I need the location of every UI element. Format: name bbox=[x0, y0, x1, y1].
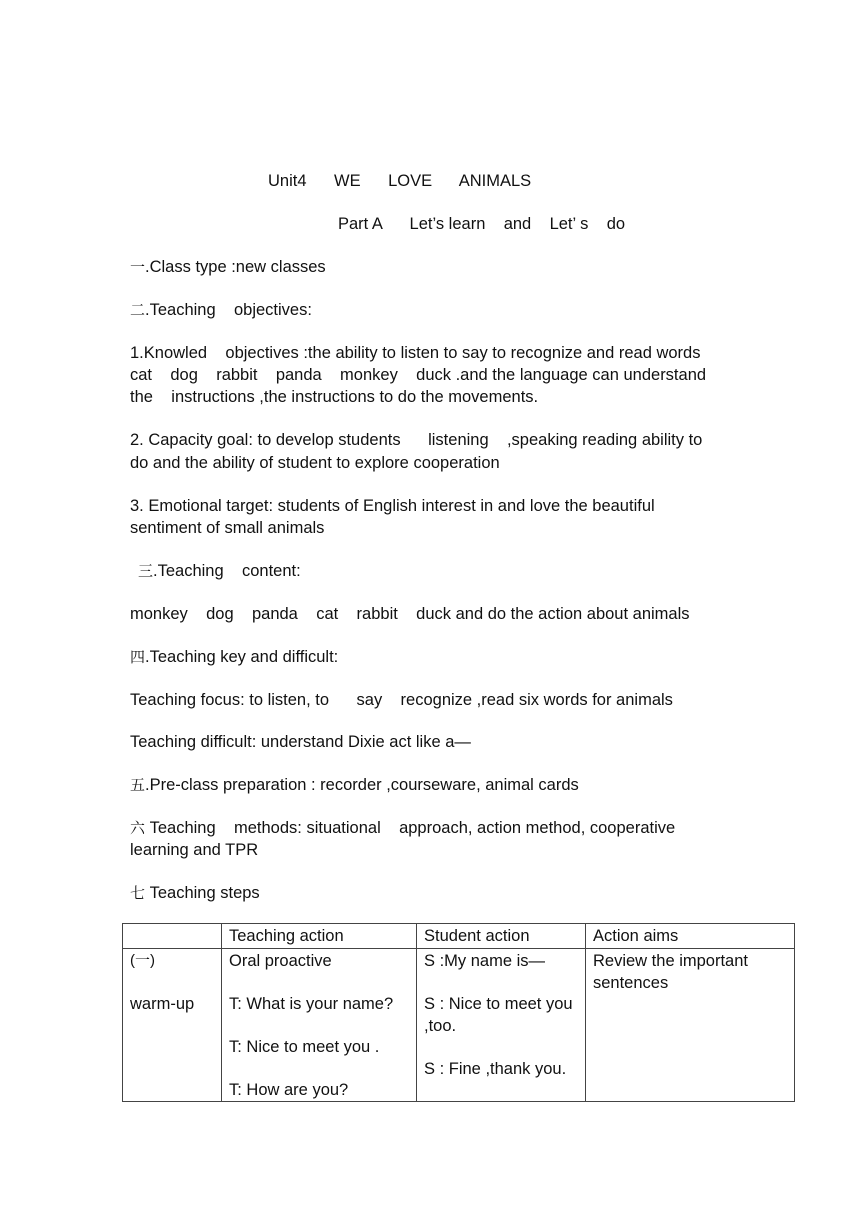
objective-2-line-1: 2. Capacity goal: to develop students listening ,speaking reading ability to bbox=[130, 431, 703, 449]
section-number: 三 bbox=[138, 562, 154, 580]
teaching-action-item: T: Nice to meet you . bbox=[229, 1037, 380, 1056]
objective-1-line-3: the instructions ,the instructions to do the movements. bbox=[130, 388, 539, 406]
student-action-item: S : Fine ,thank you. bbox=[424, 1060, 567, 1078]
content-heading bbox=[138, 560, 301, 583]
action-aim-item: Review the important sentences bbox=[593, 951, 748, 992]
table-cell-action-aims bbox=[586, 948, 795, 1102]
teaching-action-item: Oral proactive bbox=[229, 951, 332, 970]
methods-line-1 bbox=[130, 817, 675, 840]
table-row bbox=[123, 948, 795, 1102]
student-action-item: S : Nice to meet you ,too. bbox=[424, 994, 573, 1035]
page-title: Unit4 WE LOVE ANIMALS bbox=[268, 172, 532, 190]
content-line: monkey dog panda cat rabbit duck and do the action about animals bbox=[130, 605, 690, 623]
focus-line: Teaching focus: to listen, to say recognize ,read six words for animals bbox=[130, 691, 673, 709]
table-cell-stage bbox=[123, 948, 222, 1102]
class-type bbox=[130, 256, 326, 279]
steps-heading bbox=[130, 882, 260, 905]
objectives-heading bbox=[130, 299, 312, 322]
teaching-action-item: T: How are you? bbox=[229, 1080, 349, 1099]
section-number: 一 bbox=[130, 258, 146, 276]
objective-1-line-2: cat dog rabbit panda monkey duck .and the language can understand bbox=[130, 366, 707, 384]
key-heading bbox=[130, 646, 338, 669]
section-number: 四 bbox=[130, 648, 146, 666]
student-action-item: S :My name is— bbox=[424, 951, 546, 970]
page-subtitle: Part A Let’s learn and Let’ s do bbox=[338, 215, 626, 233]
objective-1-line-1: 1.Knowled objectives :the ability to listen to say to recognize and read words bbox=[130, 344, 701, 362]
table-cell-teaching-action bbox=[222, 948, 417, 1102]
objective-3-line-2: sentiment of small animals bbox=[130, 519, 325, 537]
section-number: 五 bbox=[130, 776, 146, 794]
objective-2-line-2: do and the ability of student to explore cooperation bbox=[130, 454, 500, 472]
table-cell-student-action bbox=[417, 948, 586, 1102]
table-header-cell bbox=[123, 924, 222, 949]
key-heading-text: .Teaching key and difficult: bbox=[145, 648, 339, 666]
table-header-cell: Teaching action bbox=[222, 924, 417, 949]
steps-heading-text: Teaching steps bbox=[145, 884, 260, 902]
content-heading-text: .Teaching content: bbox=[153, 562, 301, 580]
preparation-line bbox=[130, 774, 579, 797]
methods-text: Teaching methods: situational approach, action method, cooperative bbox=[145, 819, 676, 837]
teaching-steps-table bbox=[122, 923, 795, 1102]
section-number: 七 bbox=[130, 884, 146, 902]
table-header-cell: Action aims bbox=[586, 924, 795, 949]
preparation-text: .Pre-class preparation : recorder ,courseware, animal cards bbox=[145, 776, 579, 794]
objective-3-line-1: 3. Emotional target: students of English interest in and love the beautiful bbox=[130, 497, 655, 515]
table-header-row bbox=[123, 924, 795, 949]
section-number: 六 bbox=[130, 819, 146, 837]
table-header-cell: Student action bbox=[417, 924, 586, 949]
stage-name: warm-up bbox=[130, 994, 195, 1013]
teaching-action-item: T: What is your name? bbox=[229, 994, 394, 1013]
section-number: 二 bbox=[130, 301, 146, 319]
class-type-text: .Class type :new classes bbox=[145, 258, 326, 276]
objectives-heading-text: .Teaching objectives: bbox=[145, 301, 312, 319]
stage-number: (一) bbox=[130, 951, 155, 969]
methods-line-2: learning and TPR bbox=[130, 841, 259, 859]
difficult-line: Teaching difficult: understand Dixie act like a— bbox=[130, 733, 471, 751]
